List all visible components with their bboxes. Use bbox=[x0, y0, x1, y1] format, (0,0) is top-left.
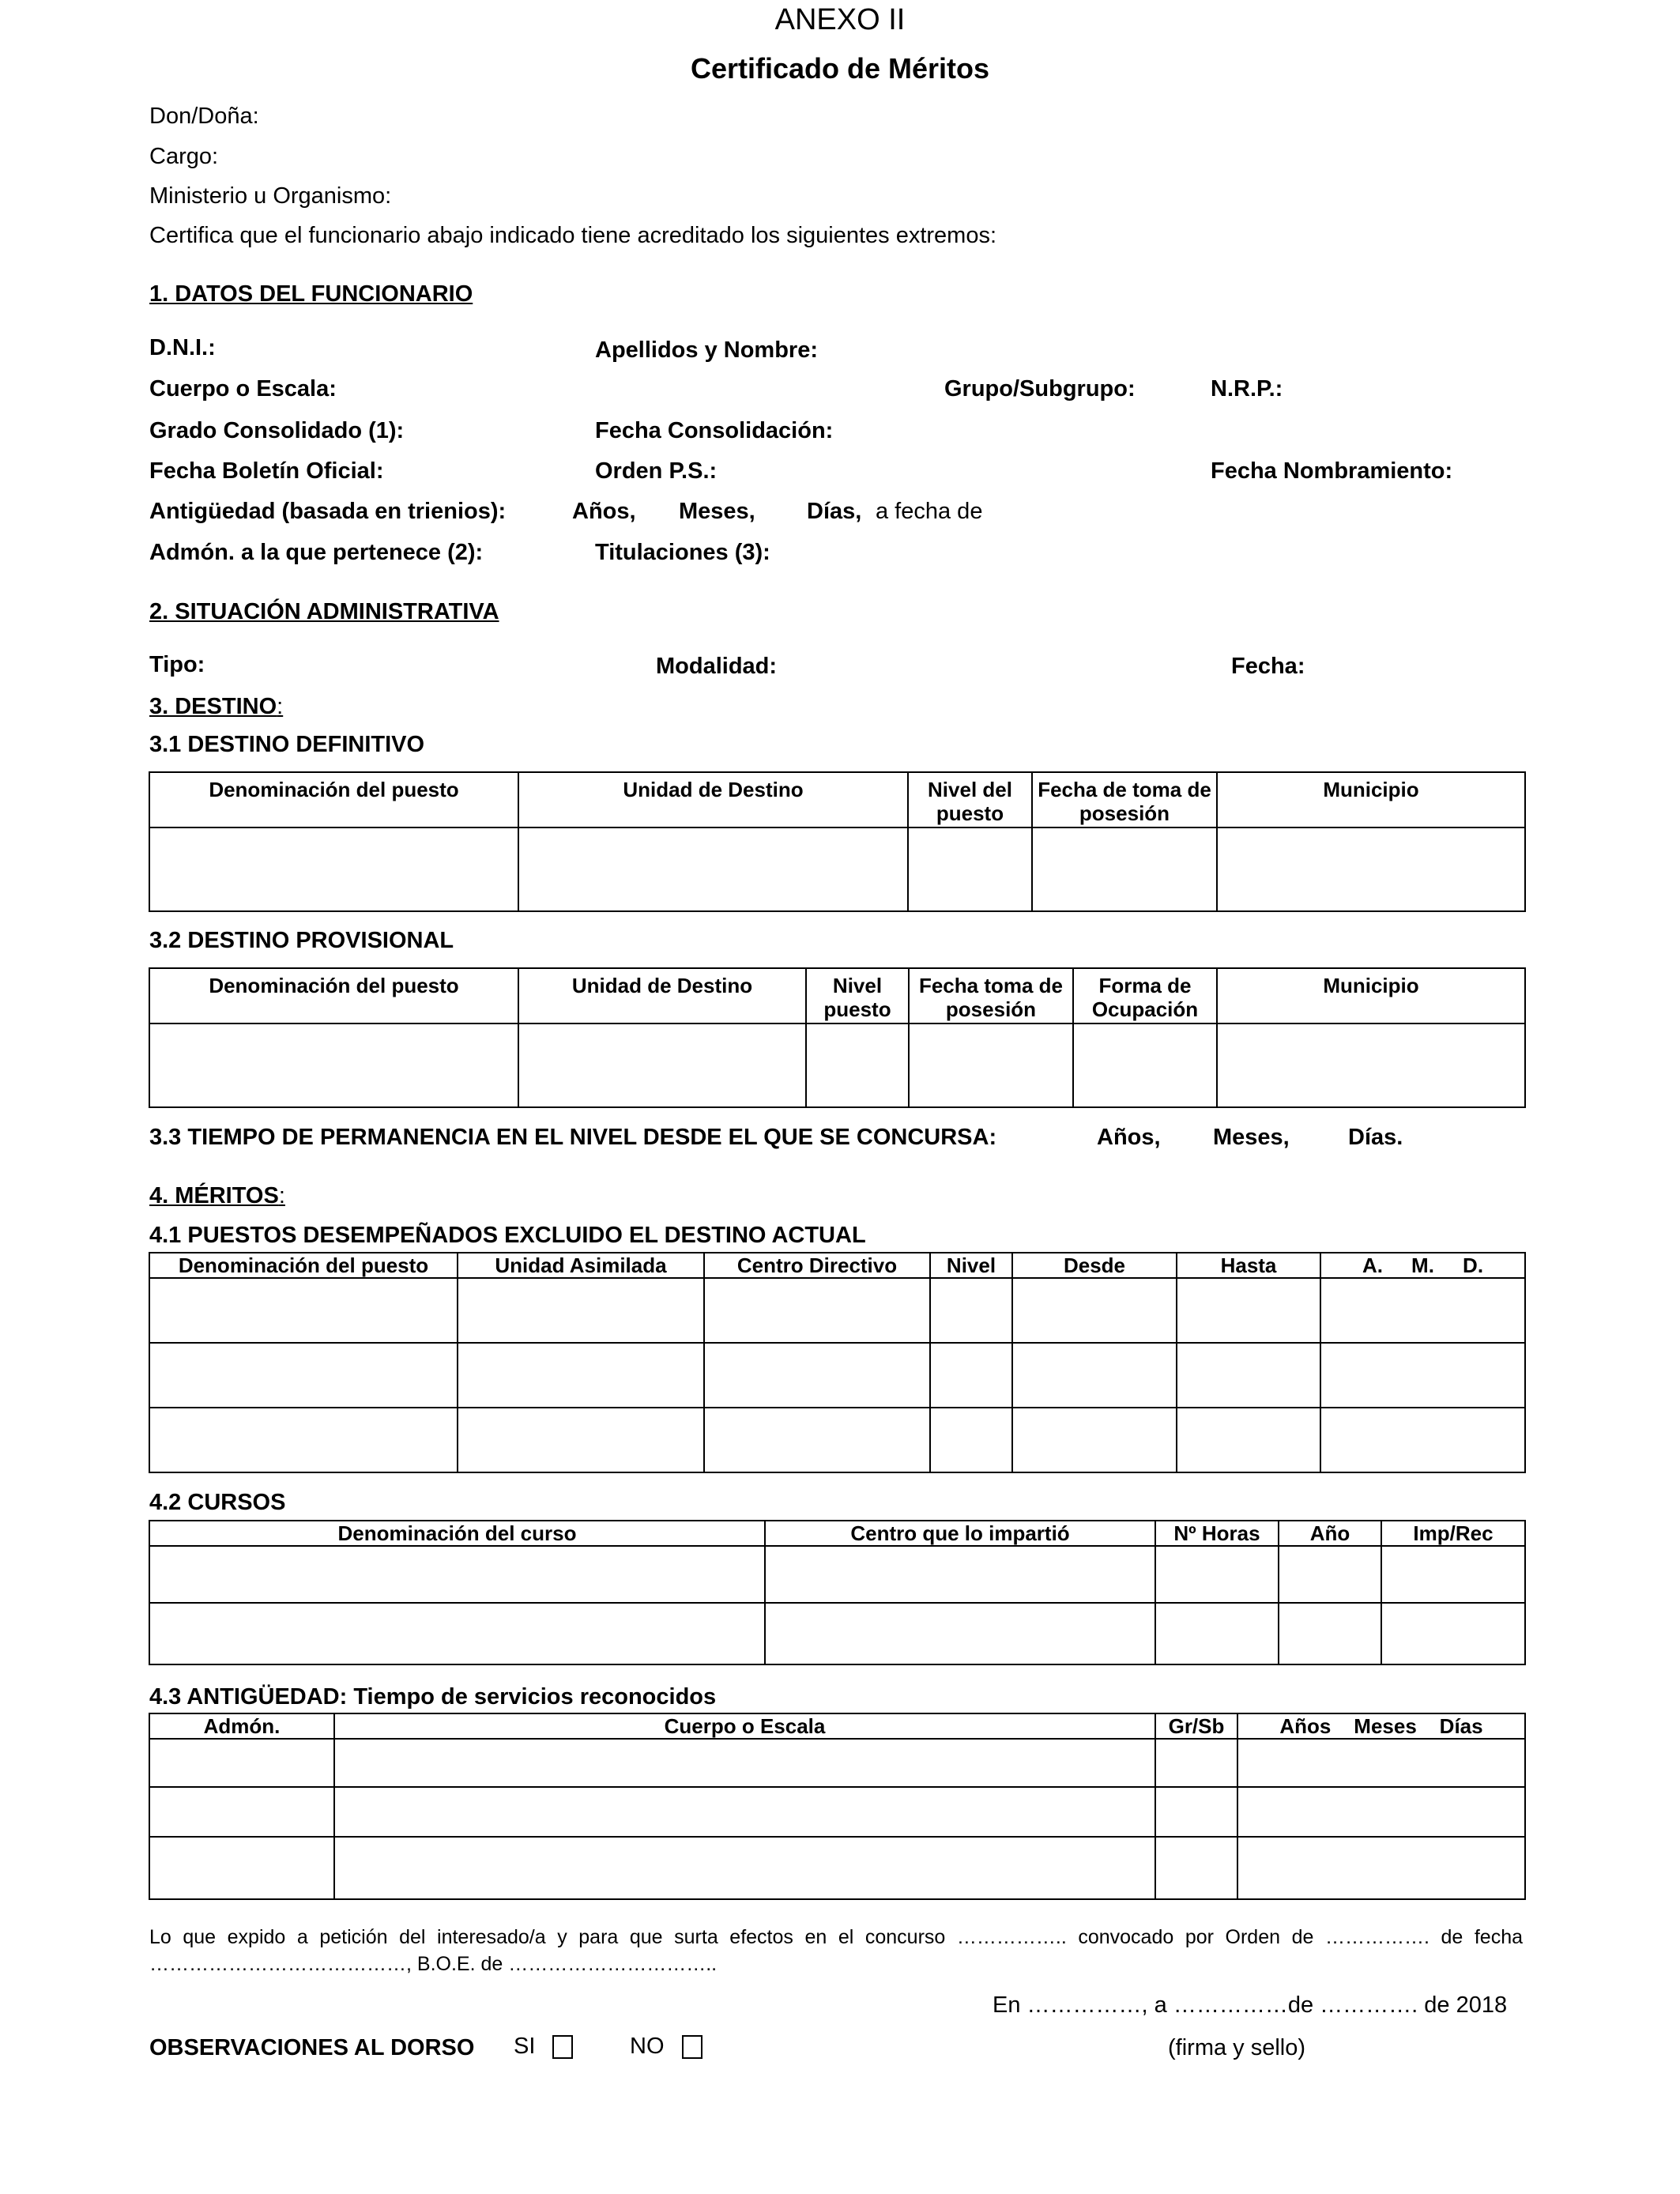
table-cell[interactable] bbox=[1217, 1023, 1525, 1107]
table-cell[interactable] bbox=[1237, 1837, 1525, 1899]
observaciones-label: OBSERVACIONES AL DORSO bbox=[149, 2035, 475, 2060]
table-cell[interactable] bbox=[1381, 1603, 1525, 1664]
apellidos-label: Apellidos y Nombre: bbox=[595, 337, 818, 363]
antiguedad-dias: Días, bbox=[807, 499, 862, 524]
table-cell[interactable] bbox=[1381, 1546, 1525, 1603]
table-cell[interactable] bbox=[1073, 1023, 1217, 1107]
table-cell[interactable] bbox=[458, 1278, 704, 1343]
cursos-heading: 4.2 CURSOS bbox=[149, 1490, 286, 1515]
section3-heading bbox=[149, 694, 283, 720]
section2-heading: 2. SITUACIÓN ADMINISTRATIVA bbox=[149, 599, 499, 624]
table-cell[interactable] bbox=[149, 1603, 765, 1664]
table-row bbox=[149, 1278, 1525, 1343]
table-cell[interactable] bbox=[149, 1837, 334, 1899]
col-header: Hasta bbox=[1177, 1253, 1320, 1278]
table-row bbox=[149, 1787, 1525, 1837]
col-header: Fecha de toma de posesión bbox=[1032, 772, 1217, 827]
table-cell[interactable] bbox=[1279, 1603, 1381, 1664]
col-header: Fecha toma de posesión bbox=[909, 968, 1073, 1023]
col-header: Unidad de Destino bbox=[518, 968, 806, 1023]
don-label: Don/Doña: bbox=[149, 104, 259, 129]
col-header: Nivel bbox=[930, 1253, 1012, 1278]
destino-provisional-table bbox=[149, 967, 1526, 1108]
section4-heading bbox=[149, 1183, 285, 1209]
table-cell[interactable] bbox=[704, 1278, 930, 1343]
table-cell[interactable] bbox=[458, 1343, 704, 1408]
table-cell[interactable] bbox=[1032, 827, 1217, 911]
table-cell[interactable] bbox=[149, 1546, 765, 1603]
table-cell[interactable] bbox=[334, 1787, 1155, 1837]
table-cell[interactable] bbox=[704, 1343, 930, 1408]
table-cell[interactable] bbox=[1320, 1343, 1525, 1408]
col-header: Gr/Sb bbox=[1155, 1713, 1237, 1739]
permanencia-label: 3.3 TIEMPO DE PERMANENCIA EN EL NIVEL DESDE EL QUE SE CONCURSA: bbox=[149, 1125, 997, 1150]
ministerio-label: Ministerio u Organismo: bbox=[149, 183, 392, 209]
table-cell[interactable] bbox=[1279, 1546, 1381, 1603]
table-row bbox=[149, 1546, 1525, 1603]
table-cell[interactable] bbox=[1320, 1278, 1525, 1343]
col-header: Denominación del puesto bbox=[149, 968, 518, 1023]
table-cell[interactable] bbox=[930, 1343, 1012, 1408]
col-header: Desde bbox=[1012, 1253, 1177, 1278]
puestos-table bbox=[149, 1252, 1526, 1473]
table-cell[interactable] bbox=[334, 1837, 1155, 1899]
table-cell[interactable] bbox=[1237, 1739, 1525, 1787]
destino-provisional-heading: 3.2 DESTINO PROVISIONAL bbox=[149, 928, 454, 953]
table-cell[interactable] bbox=[1012, 1278, 1177, 1343]
table-cell[interactable] bbox=[930, 1278, 1012, 1343]
si-checkbox[interactable] bbox=[552, 2035, 573, 2059]
destino-definitivo-table bbox=[149, 771, 1526, 912]
table-cell[interactable] bbox=[1177, 1278, 1320, 1343]
table-cell[interactable] bbox=[149, 1787, 334, 1837]
puestos-heading: 4.1 PUESTOS DESEMPEÑADOS EXCLUIDO EL DESTINO ACTUAL bbox=[149, 1223, 866, 1248]
table-cell[interactable] bbox=[1155, 1837, 1237, 1899]
no-label: NO bbox=[630, 2034, 665, 2059]
no-checkbox[interactable] bbox=[682, 2035, 703, 2059]
col-header: Imp/Rec bbox=[1381, 1521, 1525, 1546]
table-cell[interactable] bbox=[704, 1408, 930, 1472]
table-cell[interactable] bbox=[1237, 1787, 1525, 1837]
table-row bbox=[149, 1603, 1525, 1664]
table-cell[interactable] bbox=[1177, 1408, 1320, 1472]
fecha-consolidacion-label: Fecha Consolidación: bbox=[595, 418, 834, 443]
table-cell[interactable] bbox=[458, 1408, 704, 1472]
modalidad-label: Modalidad: bbox=[656, 654, 778, 679]
destino-definitivo-heading: 3.1 DESTINO DEFINITIVO bbox=[149, 732, 425, 757]
col-header: Unidad de Destino bbox=[518, 772, 908, 827]
col-header: Centro que lo impartió bbox=[765, 1521, 1155, 1546]
antiguedad-table bbox=[149, 1713, 1526, 1900]
table-cell[interactable] bbox=[518, 1023, 806, 1107]
antiguedad-anos: Años, bbox=[572, 499, 636, 524]
fecha-nombramiento-label: Fecha Nombramiento: bbox=[1211, 458, 1453, 484]
table-cell[interactable] bbox=[765, 1546, 1155, 1603]
table-row bbox=[149, 1837, 1525, 1899]
section3-colon: : bbox=[277, 694, 284, 719]
si-option bbox=[514, 2034, 573, 2060]
table-row bbox=[149, 1343, 1525, 1408]
table-cell[interactable] bbox=[908, 827, 1032, 911]
table-row bbox=[149, 1023, 1525, 1107]
table-cell[interactable] bbox=[765, 1603, 1155, 1664]
table-cell[interactable] bbox=[1217, 827, 1525, 911]
table-cell[interactable] bbox=[909, 1023, 1073, 1107]
en-fecha-line: En ……………, a ……………de …………. de 2018 bbox=[993, 1992, 1508, 2018]
table-cell[interactable] bbox=[149, 1278, 458, 1343]
table-cell[interactable] bbox=[334, 1739, 1155, 1787]
col-header: Unidad Asimilada bbox=[458, 1253, 704, 1278]
section1-heading: 1. DATOS DEL FUNCIONARIO bbox=[149, 281, 473, 307]
no-option bbox=[630, 2034, 703, 2060]
table-cell[interactable] bbox=[1155, 1546, 1279, 1603]
dni-label: D.N.I.: bbox=[149, 335, 216, 360]
table-cell[interactable] bbox=[1012, 1408, 1177, 1472]
table-cell[interactable] bbox=[1320, 1408, 1525, 1472]
antiguedad-label: Antigüedad (basada en trienios): bbox=[149, 499, 507, 524]
certifica-text: Certifica que el funcionario abajo indicado tiene acreditado los siguientes extremos: bbox=[149, 223, 997, 248]
table-row bbox=[149, 1739, 1525, 1787]
a-fecha-label: a fecha de bbox=[876, 499, 983, 524]
permanencia-anos: Años, bbox=[1097, 1125, 1161, 1150]
col-header: Años Meses Días bbox=[1237, 1713, 1525, 1739]
col-header: Municipio bbox=[1217, 968, 1525, 1023]
table-cell[interactable] bbox=[806, 1023, 909, 1107]
table-cell[interactable] bbox=[149, 827, 518, 911]
expido-text: Lo que expido a petición del interesado/a y para que surta efectos en el concurso …………….. convocado por Orden de ……………. de fecha …………………………………, B.O.E. de ………………………….. bbox=[149, 1926, 1523, 1975]
table-row bbox=[149, 1408, 1525, 1472]
col-header: Centro Directivo bbox=[704, 1253, 930, 1278]
titulaciones-label: Titulaciones (3): bbox=[595, 540, 770, 565]
table-row bbox=[149, 827, 1525, 911]
si-label: SI bbox=[514, 2034, 536, 2059]
admon-label: Admón. a la que pertenece (2): bbox=[149, 540, 484, 565]
table-cell[interactable] bbox=[1177, 1343, 1320, 1408]
cuerpo-label: Cuerpo o Escala: bbox=[149, 376, 337, 401]
grado-label: Grado Consolidado (1): bbox=[149, 418, 405, 443]
table-cell[interactable] bbox=[149, 1408, 458, 1472]
orden-label: Orden P.S.: bbox=[595, 458, 718, 484]
table-cell[interactable] bbox=[1012, 1343, 1177, 1408]
table-cell[interactable] bbox=[1155, 1603, 1279, 1664]
table-cell[interactable] bbox=[149, 1739, 334, 1787]
document-title: Certificado de Méritos bbox=[690, 52, 990, 85]
section3-heading-text: 3. DESTINO bbox=[149, 694, 277, 719]
col-header: Nº Horas bbox=[1155, 1521, 1279, 1546]
table-cell[interactable] bbox=[930, 1408, 1012, 1472]
antiguedad-meses: Meses, bbox=[679, 499, 755, 524]
col-header: A. M. D. bbox=[1320, 1253, 1525, 1278]
col-header: Municipio bbox=[1217, 772, 1525, 827]
cursos-table bbox=[149, 1520, 1526, 1665]
permanencia-dias: Días. bbox=[1348, 1125, 1403, 1150]
col-header: Nivel del puesto bbox=[908, 772, 1032, 827]
fecha-label: Fecha: bbox=[1231, 654, 1305, 679]
col-header: Forma de Ocupación bbox=[1073, 968, 1217, 1023]
col-header: Nivel puesto bbox=[806, 968, 909, 1023]
table-cell[interactable] bbox=[1155, 1739, 1237, 1787]
section4-heading-text: 4. MÉRITOS bbox=[149, 1183, 279, 1208]
firma-sello-label: (firma y sello) bbox=[1168, 2035, 1306, 2060]
permanencia-meses: Meses, bbox=[1213, 1125, 1290, 1150]
fecha-boletin-label: Fecha Boletín Oficial: bbox=[149, 458, 384, 484]
annex-title: ANEXO II bbox=[774, 3, 906, 36]
antiguedad-heading: 4.3 ANTIGÜEDAD: Tiempo de servicios reconocidos bbox=[149, 1684, 717, 1710]
col-header: Denominación del puesto bbox=[149, 1253, 458, 1278]
col-header: Año bbox=[1279, 1521, 1381, 1546]
col-header: Cuerpo o Escala bbox=[334, 1713, 1155, 1739]
tipo-label: Tipo: bbox=[149, 652, 205, 677]
col-header: Denominación del curso bbox=[149, 1521, 765, 1546]
table-cell[interactable] bbox=[1155, 1787, 1237, 1837]
grupo-label: Grupo/Subgrupo: bbox=[944, 376, 1136, 401]
table-cell[interactable] bbox=[149, 1343, 458, 1408]
cargo-label: Cargo: bbox=[149, 144, 219, 169]
table-cell[interactable] bbox=[149, 1023, 518, 1107]
col-header: Admón. bbox=[149, 1713, 334, 1739]
col-header: Denominación del puesto bbox=[149, 772, 518, 827]
table-cell[interactable] bbox=[518, 827, 908, 911]
section4-colon: : bbox=[278, 1183, 285, 1208]
nrp-label: N.R.P.: bbox=[1211, 376, 1283, 401]
